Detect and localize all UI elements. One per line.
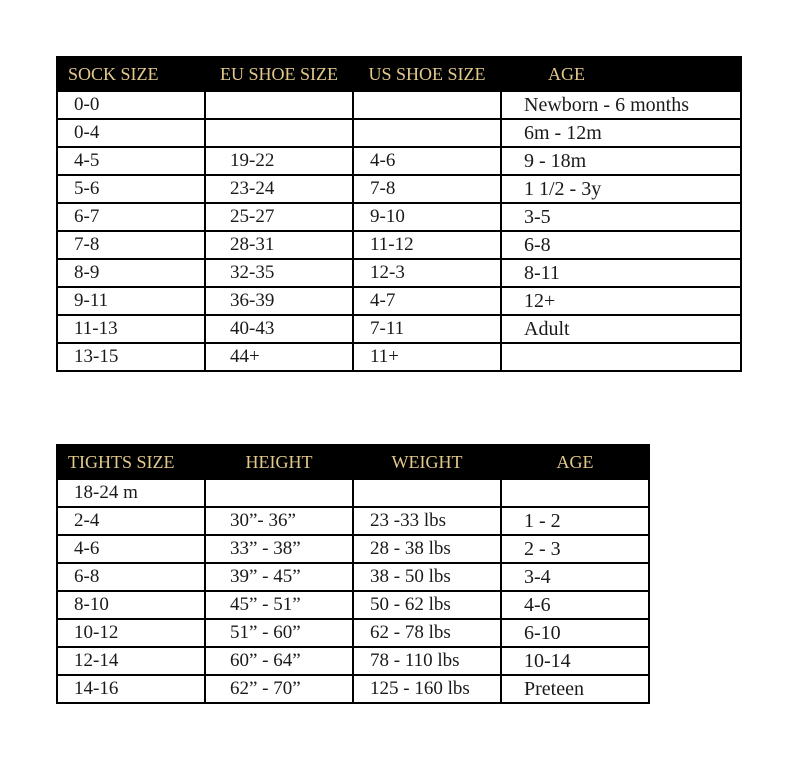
eu-shoe-size-header: EU SHOE SIZE [205,57,353,91]
table-row [57,287,741,315]
table-row [57,479,649,507]
height-cell [205,479,353,507]
height-cell: 45” - 51” [205,591,353,619]
eu-shoe-size-cell [205,91,353,119]
age-cell: 1 1/2 - 3y [501,175,741,203]
age-cell: 8-11 [501,259,741,287]
us-shoe-size-cell: 11-12 [353,231,501,259]
us-shoe-size-cell [353,119,501,147]
age-cell: 6-10 [501,619,649,647]
us-shoe-size-cell: 7-8 [353,175,501,203]
tights-size-cell: 18-24 m [57,479,205,507]
table-row [57,231,741,259]
us-shoe-size-cell: 11+ [353,343,501,371]
sock-size-cell: 7-8 [57,231,205,259]
weight-cell: 62 - 78 lbs [353,619,501,647]
tights-table-body [57,479,649,703]
age-cell: 6m - 12m [501,119,741,147]
eu-shoe-size-cell: 28-31 [205,231,353,259]
age-cell: Newborn - 6 months [501,91,741,119]
sock-size-cell: 13-15 [57,343,205,371]
height-cell: 62” - 70” [205,675,353,703]
weight-cell: 78 - 110 lbs [353,647,501,675]
age-cell: 3-5 [501,203,741,231]
sock-size-cell: 0-4 [57,119,205,147]
tights-size-cell: 2-4 [57,507,205,535]
us-shoe-size-cell [353,91,501,119]
table-row [57,91,741,119]
sock-size-cell: 0-0 [57,91,205,119]
sock-size-table [56,56,742,372]
tights-size-cell: 14-16 [57,675,205,703]
eu-shoe-size-cell: 40-43 [205,315,353,343]
table-row [57,647,649,675]
height-cell: 30”- 36” [205,507,353,535]
height-cell: 60” - 64” [205,647,353,675]
tights-size-cell: 4-6 [57,535,205,563]
tights-size-table [56,444,650,704]
us-shoe-size-header: US SHOE SIZE [353,57,501,91]
table-row [57,315,741,343]
weight-cell [353,479,501,507]
eu-shoe-size-cell: 44+ [205,343,353,371]
age-cell: 2 - 3 [501,535,649,563]
age-cell: 1 - 2 [501,507,649,535]
table-row [57,259,741,287]
height-cell: 33” - 38” [205,535,353,563]
weight-header: WEIGHT [353,445,501,479]
eu-shoe-size-cell: 25-27 [205,203,353,231]
age-cell: 9 - 18m [501,147,741,175]
weight-cell: 23 -33 lbs [353,507,501,535]
sock-size-cell: 6-7 [57,203,205,231]
table-row [57,535,649,563]
age-cell: Adult [501,315,741,343]
sock-size-cell: 11-13 [57,315,205,343]
table-row [57,119,741,147]
age-cell: Preteen [501,675,649,703]
us-shoe-size-cell: 9-10 [353,203,501,231]
eu-shoe-size-cell: 23-24 [205,175,353,203]
us-shoe-size-cell: 4-7 [353,287,501,315]
weight-cell: 125 - 160 lbs [353,675,501,703]
us-shoe-size-cell: 7-11 [353,315,501,343]
tights-size-cell: 6-8 [57,563,205,591]
tights-size-cell: 12-14 [57,647,205,675]
weight-cell: 38 - 50 lbs [353,563,501,591]
age-cell: 10-14 [501,647,649,675]
table-row [57,563,649,591]
sock-table-body [57,91,741,371]
tights-size-cell: 8-10 [57,591,205,619]
tights-table-header-row [57,445,649,479]
table-row [57,619,649,647]
sock-size-cell: 4-5 [57,147,205,175]
sock-age-header: AGE [501,57,741,91]
age-cell [501,343,741,371]
weight-cell: 50 - 62 lbs [353,591,501,619]
age-cell: 12+ [501,287,741,315]
tights-size-header: TIGHTS SIZE [57,445,205,479]
height-cell: 51” - 60” [205,619,353,647]
table-row [57,175,741,203]
table-row [57,343,741,371]
eu-shoe-size-cell [205,119,353,147]
table-row [57,147,741,175]
table-row [57,203,741,231]
eu-shoe-size-cell: 36-39 [205,287,353,315]
tights-age-header: AGE [501,445,649,479]
eu-shoe-size-cell: 32-35 [205,259,353,287]
sock-size-cell: 9-11 [57,287,205,315]
table-row [57,591,649,619]
table-row [57,507,649,535]
us-shoe-size-cell: 4-6 [353,147,501,175]
eu-shoe-size-cell: 19-22 [205,147,353,175]
age-cell: 6-8 [501,231,741,259]
us-shoe-size-cell: 12-3 [353,259,501,287]
weight-cell: 28 - 38 lbs [353,535,501,563]
height-cell: 39” - 45” [205,563,353,591]
height-header: HEIGHT [205,445,353,479]
sock-size-header: SOCK SIZE [57,57,205,91]
sock-size-cell: 8-9 [57,259,205,287]
sock-size-cell: 5-6 [57,175,205,203]
age-cell: 3-4 [501,563,649,591]
table-row [57,675,649,703]
age-cell [501,479,649,507]
age-cell: 4-6 [501,591,649,619]
tights-size-cell: 10-12 [57,619,205,647]
sock-table-header-row [57,57,741,91]
